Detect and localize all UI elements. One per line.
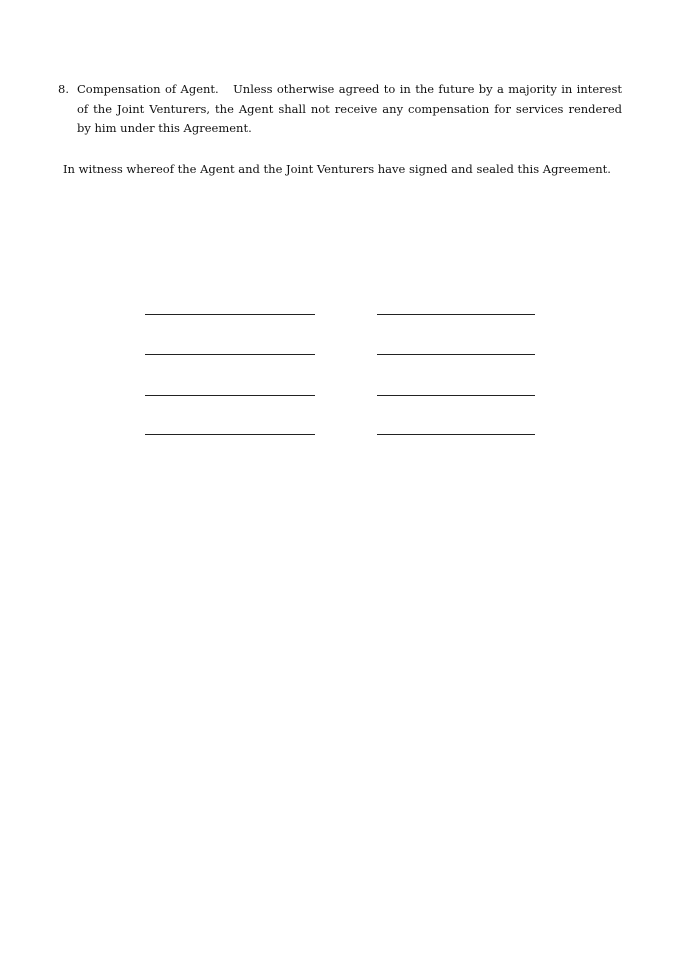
- signature-line-left-1: [145, 314, 315, 315]
- signature-line-right-2: [377, 354, 535, 355]
- witness-paragraph: In witness whereof the Agent and the Joint Venturers have signed and sealed this Agreement.: [63, 162, 611, 176]
- clause-8: [58, 80, 622, 139]
- clause-number: 8.: [58, 82, 69, 96]
- signature-line-right-4: [377, 434, 535, 435]
- signature-line-left-3: [145, 395, 315, 396]
- clause-heading: Compensation of Agent.: [77, 82, 219, 96]
- signature-line-right-1: [377, 314, 535, 315]
- signature-line-left-2: [145, 354, 315, 355]
- clause-text: Unless otherwise agreed to in the future by a majority in interest of the Joint Venturers, the Agent shall not receive any compensation for services rendered by him under this Agreement.: [77, 82, 623, 135]
- signature-line-left-4: [145, 434, 315, 435]
- clause-body: [77, 80, 622, 139]
- signature-line-right-3: [377, 395, 535, 396]
